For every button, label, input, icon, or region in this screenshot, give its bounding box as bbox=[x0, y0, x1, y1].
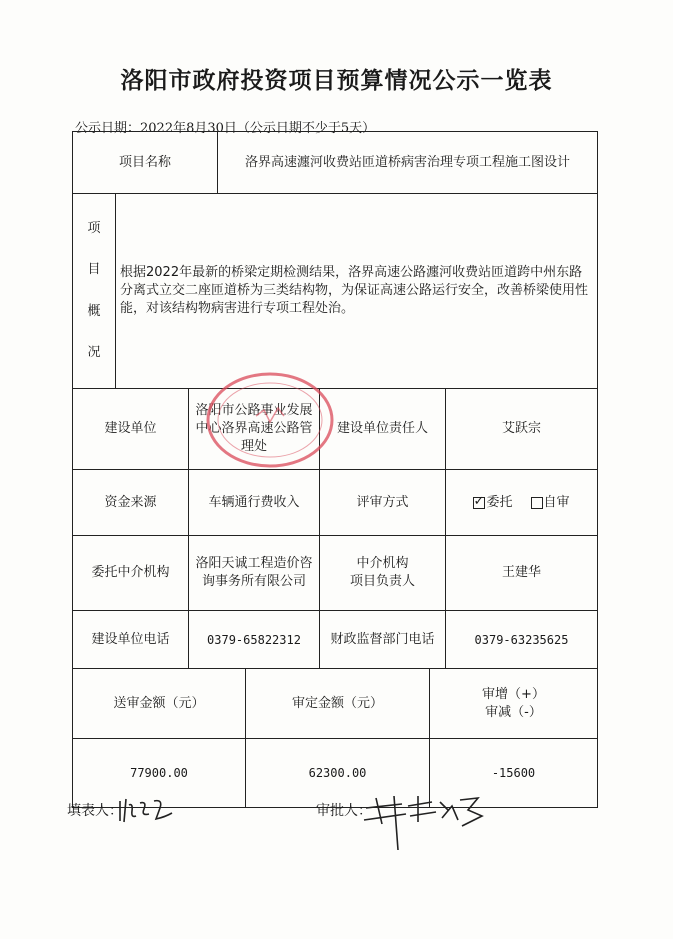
unit-phone-label: 建设单位电话 bbox=[73, 611, 189, 668]
summary-label-char: 概 bbox=[87, 303, 101, 319]
agency-label: 委托中介机构 bbox=[73, 536, 189, 610]
phone-row bbox=[73, 611, 597, 669]
submitted-amount-value: 77900.00 bbox=[73, 739, 246, 807]
project-summary-label bbox=[73, 194, 116, 388]
page-title: 洛阳市政府投资项目预算情况公示一览表 bbox=[120, 68, 553, 94]
agency-row bbox=[73, 536, 597, 611]
option-entrust[interactable] bbox=[473, 494, 512, 512]
finance-phone-value: 0379-63235625 bbox=[474, 632, 569, 647]
construction-unit-value: 洛阳市公路事业发展中心洛界高速公路管理处 bbox=[189, 389, 320, 469]
construction-unit-label: 建设单位 bbox=[73, 389, 189, 469]
project-summary-row bbox=[73, 194, 597, 389]
project-name-value: 洛界高速瀍河收费站匝道桥病害治理专项工程施工图设计 bbox=[244, 154, 570, 170]
summary-label-char: 项 bbox=[87, 220, 101, 236]
construction-unit-row bbox=[73, 389, 597, 470]
summary-label-char: 目 bbox=[87, 262, 101, 278]
option-self-label: 自审 bbox=[543, 494, 570, 510]
agency-leader-label bbox=[320, 536, 446, 610]
option-self[interactable] bbox=[531, 494, 570, 512]
agency-leader-label-line1: 中介机构 bbox=[356, 556, 409, 571]
construction-leader-label: 建设单位责任人 bbox=[320, 389, 446, 469]
amount-header-row bbox=[73, 669, 597, 739]
check-icon: ✓ bbox=[473, 493, 485, 509]
review-method-options bbox=[446, 470, 597, 535]
diff-label-line2: 审减（-） bbox=[485, 704, 542, 720]
agency-leader-value: 王建华 bbox=[501, 565, 541, 580]
amount-value-row bbox=[73, 739, 597, 807]
option-entrust-label: 委托 bbox=[486, 494, 513, 510]
budget-table bbox=[72, 131, 598, 808]
fund-source-label: 资金来源 bbox=[73, 470, 189, 535]
finance-phone-label: 财政监督部门电话 bbox=[320, 611, 446, 668]
project-summary-text: 根据2022年最新的桥梁定期检测结果，洛界高速公路瀍河收费站匝道跨中州东路分离式立交二座匝道桥为三类结构物，为保证高速公路运行安全，改善桥梁使用性能，对该结构物病害进行专项工程处治。 bbox=[120, 265, 589, 316]
review-method-label: 评审方式 bbox=[320, 470, 446, 535]
diff-amount-label bbox=[430, 669, 597, 738]
checkbox-self[interactable] bbox=[531, 497, 543, 509]
submitted-amount-label: 送审金额（元） bbox=[73, 669, 246, 738]
project-name-label: 项目名称 bbox=[73, 132, 218, 193]
notice-date: 公示日期：2022年8月30日（公示日期不少于5天） bbox=[75, 121, 376, 136]
approved-amount-label: 审定金额（元） bbox=[246, 669, 430, 738]
filler-label: 填表人： bbox=[67, 803, 123, 819]
agency-value: 洛阳天诚工程造价咨询事务所有限公司 bbox=[189, 536, 320, 610]
project-name-row bbox=[73, 132, 597, 194]
diff-label-line1: 审增（+） bbox=[482, 686, 545, 702]
agency-leader-label-line2: 项目负责人 bbox=[349, 574, 415, 589]
funding-row bbox=[73, 470, 597, 536]
construction-leader-value: 艾跃宗 bbox=[501, 421, 541, 436]
checkbox-entrust[interactable] bbox=[473, 493, 485, 509]
unit-phone-value: 0379-65822312 bbox=[189, 611, 320, 668]
fund-source-value: 车辆通行费收入 bbox=[189, 470, 320, 535]
diff-amount-value: -15600 bbox=[491, 766, 536, 780]
approver-label: 审批人： bbox=[316, 803, 372, 819]
approved-amount-value: 62300.00 bbox=[246, 739, 430, 807]
summary-label-char: 况 bbox=[87, 345, 101, 361]
